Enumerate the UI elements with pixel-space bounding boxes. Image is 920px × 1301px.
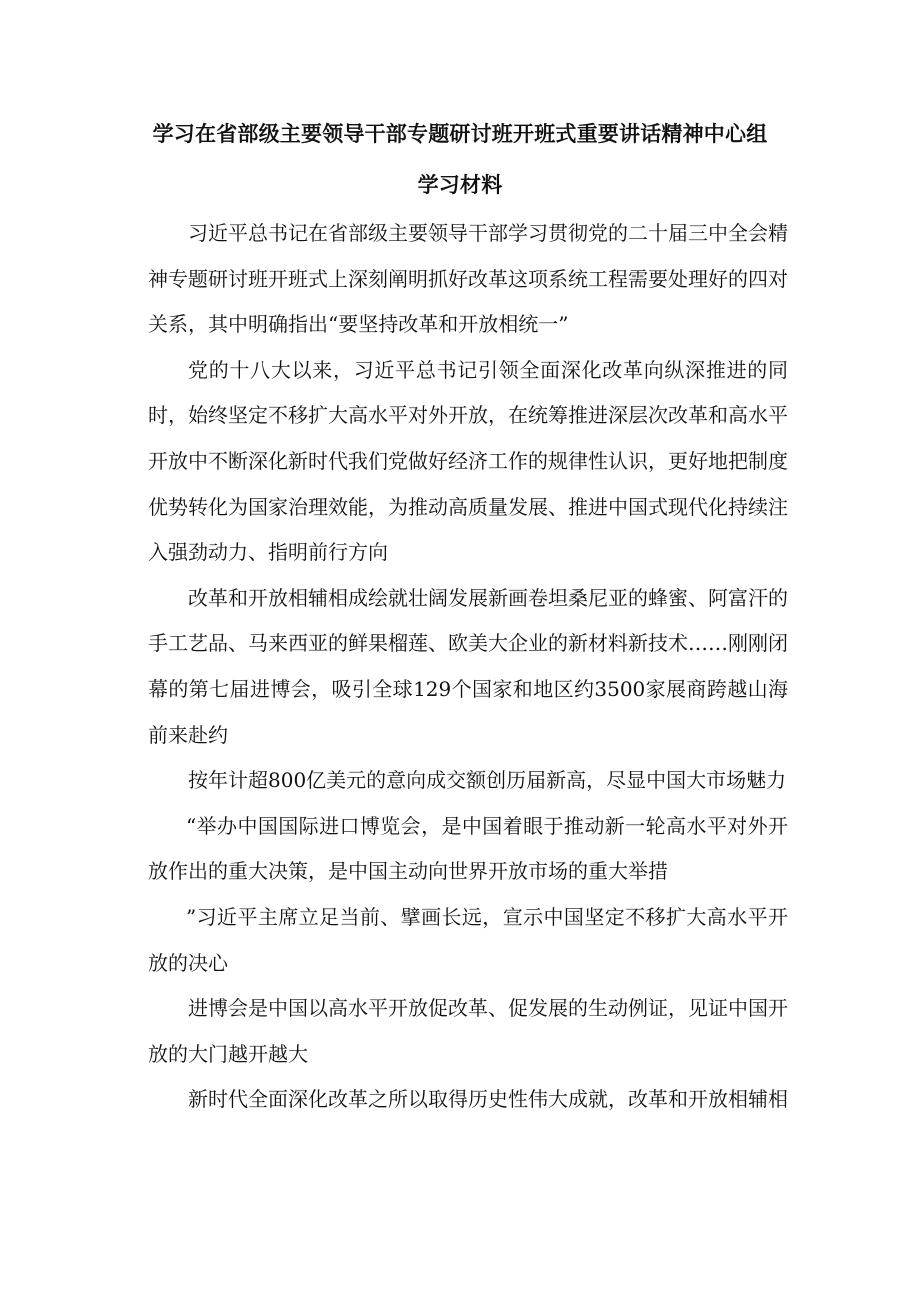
paragraph-7: 进博会是中国以高水平开放促改革、促发展的生动例证，见证中国开放的大门越开越大 bbox=[148, 996, 788, 1066]
paragraph-1: 习近平总书记在省部级主要领导干部学习贯彻党的二十届三中全会精神专题研讨班开班式上深刻阐明抓好改革这项系统工程需要处理好的四对关系，其中明确指出“要坚持改革和开放相统一” bbox=[148, 221, 788, 337]
paragraph-3: 改革和开放相辅相成绘就壮阔发展新画卷坦桑尼亚的蜂蜜、阿富汗的手工艺品、马来西亚的鲜果榴莲、欧美大企业的新材料新技术……刚刚闭幕的第七届进博会，吸引全球129个国家和地区约3500家展商跨越山海前来赴约 bbox=[148, 585, 788, 747]
paragraph-5: “举办中国国际进口博览会，是中国着眼于推动新一轮高水平对外开放作出的重大决策，是中国主动向世界开放市场的重大举措 bbox=[148, 813, 788, 884]
paragraph-4: 按年计超800亿美元的意向成交额创历届新高，尽显中国大市场魅力 bbox=[188, 768, 787, 793]
paragraph-8: 新时代全面深化改革之所以取得历史性伟大成就，改革和开放相辅相 bbox=[188, 1087, 788, 1112]
document-title-line-2: 学习材料 bbox=[417, 173, 503, 197]
paragraph-6: ”习近平主席立足当前、擘画长远，宣示中国坚定不移扩大高水平开放的决心 bbox=[148, 904, 788, 975]
document-body bbox=[148, 211, 788, 1123]
paragraph-2: 党的十八大以来，习近平总书记引领全面深化改革向纵深推进的同时，始终坚定不移扩大高水平对外开放，在统筹推进深层次改革和高水平开放中不断深化新时代我们党做好经济工作的规律性认识，更好地把制度优势转化为国家治理效能，为推动高质量发展、推进中国式现代化持续注入强劲动力、指明前行方向 bbox=[148, 357, 788, 565]
document-title-line-1: 学习在省部级主要领导干部专题研讨班开班式重要讲话精神中心组 bbox=[152, 122, 768, 146]
